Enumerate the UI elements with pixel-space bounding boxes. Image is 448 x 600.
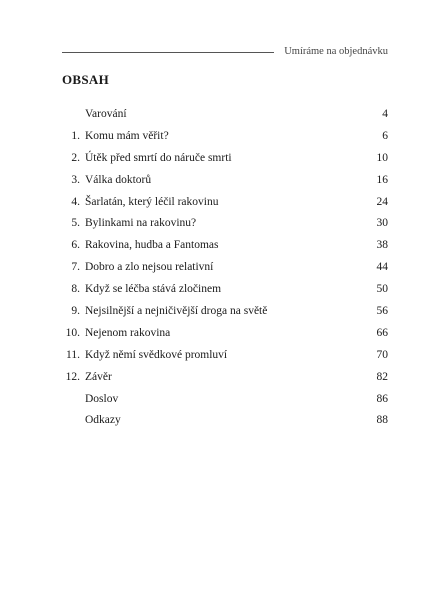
toc-entry-number: 6. [71, 239, 80, 252]
toc-entry-label: Když němí svědkové promluví [85, 348, 228, 361]
table-of-contents [62, 104, 388, 432]
toc-entry [62, 235, 388, 257]
toc-entry [62, 170, 388, 192]
toc-entry-label: Válka doktorů [85, 173, 152, 186]
toc-entry [62, 323, 388, 345]
toc-entry-label: Komu mám věřit? [85, 129, 169, 142]
toc-entry-number: 8. [71, 283, 80, 296]
toc-entry-page: 82 [376, 370, 388, 383]
toc-entry-number: 7. [71, 261, 80, 274]
toc-entry-page: 6 [382, 129, 388, 142]
toc-entry-label: Odkazy [85, 414, 121, 427]
toc-entry-page: 30 [376, 217, 388, 230]
toc-entry-number: 4. [71, 195, 80, 208]
toc-entry-page: 16 [376, 173, 388, 186]
toc-entry [62, 367, 388, 389]
toc-entry-page: 56 [376, 305, 388, 318]
toc-entry-label: Rakovina, hudba a Fantomas [85, 239, 219, 252]
toc-entry-number: 10. [65, 326, 80, 339]
toc-entry-page: 44 [376, 261, 388, 274]
toc-entry-label: Dobro a zlo nejsou relativní [85, 261, 214, 274]
toc-entry-label: Nejsilnější a nejničivější droga na světě [85, 305, 268, 318]
toc-entry-label: Když se léčba stává zločinem [85, 283, 222, 296]
toc-entry [62, 148, 388, 170]
toc-entry [62, 389, 388, 411]
toc-entry-page: 4 [382, 108, 388, 120]
toc-entry-page: 50 [376, 283, 388, 296]
toc-entry-page: 70 [376, 348, 388, 361]
toc-entry [62, 192, 388, 214]
toc-entry [62, 257, 388, 279]
toc-entry-number: 1. [71, 129, 80, 142]
toc-entry-number: 5. [71, 217, 80, 230]
toc-entry-page: 24 [376, 195, 388, 208]
toc-entry-label: Závěr [85, 370, 112, 383]
toc-entry-number: 9. [71, 305, 80, 318]
toc-entry-label: Varování [85, 108, 127, 120]
toc-entry-page: 86 [376, 392, 388, 405]
toc-entry [62, 279, 388, 301]
toc-entry-label: Doslov [85, 392, 119, 405]
toc-title: OBSAH [62, 72, 110, 87]
toc-entry [62, 345, 388, 367]
toc-entry-page: 88 [376, 414, 388, 427]
toc-entry-page: 10 [376, 151, 388, 164]
toc-entry-label: Bylinkami na rakovinu? [85, 217, 197, 230]
toc-entry-label: Nejenom rakovina [85, 326, 171, 339]
header-rule [62, 52, 274, 53]
running-head: Umíráme na objednávku [284, 46, 388, 57]
toc-entry [62, 126, 388, 148]
toc-entry-number: 12. [65, 370, 80, 383]
toc-entry [62, 213, 388, 235]
toc-entry-number: 2. [71, 151, 80, 164]
toc-entry-page: 66 [376, 326, 388, 339]
toc-entry-number: 11. [66, 348, 80, 361]
toc-entry [62, 410, 388, 432]
toc-entry-label: Útěk před smrtí do náruče smrti [85, 151, 232, 164]
toc-entry-label: Šarlatán, který léčil rakovinu [85, 195, 219, 208]
toc-entry [62, 104, 388, 126]
toc-entry-page: 38 [376, 239, 388, 252]
toc-entry [62, 301, 388, 323]
page-header [62, 44, 388, 60]
toc-entry-number: 3. [71, 173, 80, 186]
